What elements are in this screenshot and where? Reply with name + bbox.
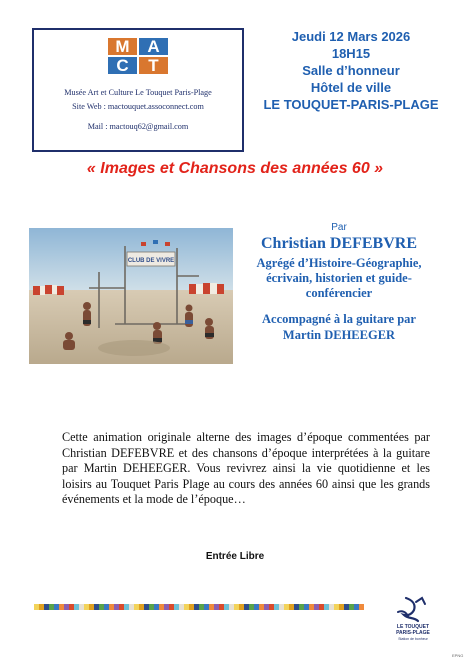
page-title: « Images et Chansons des années 60 » [86,160,384,177]
print-code: EPNG [452,653,464,658]
mact-logo-mark [108,38,168,74]
le-touquet-logo-text [378,624,448,642]
accompanied-label [236,311,442,343]
mail-link[interactable]: Mail : mactouq62@gmail.com [87,122,189,131]
event-description: Cette animation originale alterne des images d’époque commentées par Christian DEFEBVRE et des chansons d’époque interprétées à la guitare par Martin DEHEEGER. Vous revivrez ainsi la vie quotidienne et les loisirs au Touquet Paris Plage au cours des années 60 ainsi que les grands événements et la mode de l’époque… [62,430,430,506]
beach-photo [29,228,233,364]
photo-sign-text: CLUB DE VIVRE [127,258,175,264]
le-touquet-line2: PARIS-PLAGE [396,630,430,636]
logo-letter-a: A [139,38,168,55]
speaker-credentials: Agrégé d’Histoire-Géographie, écrivain, historien et guide-conférencier [256,256,422,300]
event-info [256,28,446,113]
event-room: Salle d’honneur [302,63,400,78]
accompanied-text: Accompagné à la guitare par [262,312,416,326]
guitarist-name: Martin DEHEEGER [282,328,396,342]
event-city: LE TOUQUET-PARIS-PLAGE [263,97,439,112]
website-link[interactable]: Site Web : mactouquet.assoconnect.com [72,102,204,111]
entry-label: Entrée Libre [205,551,265,562]
mosaic-tile [359,604,364,610]
logo-letter-t: T [139,57,168,74]
logo-letter-m: M [108,38,137,55]
event-building: Hôtel de ville [310,80,392,95]
by-label: Par [331,222,347,233]
museum-name: Musée Art et Culture Le Touquet Paris-Plage [64,88,212,97]
le-touquet-tagline: Station de bonheur [398,637,428,641]
mact-logo-box [32,28,244,152]
event-time: 18H15 [331,46,371,61]
speaker-block [236,222,442,343]
logo-letter-c: C [108,57,137,74]
le-touquet-line1: LE TOUQUET [396,624,430,630]
speaker-name: Christian DEFEBVRE [260,235,418,252]
event-date: Jeudi 12 Mars 2026 [291,29,411,44]
decorative-mosaic-strip [34,604,364,610]
